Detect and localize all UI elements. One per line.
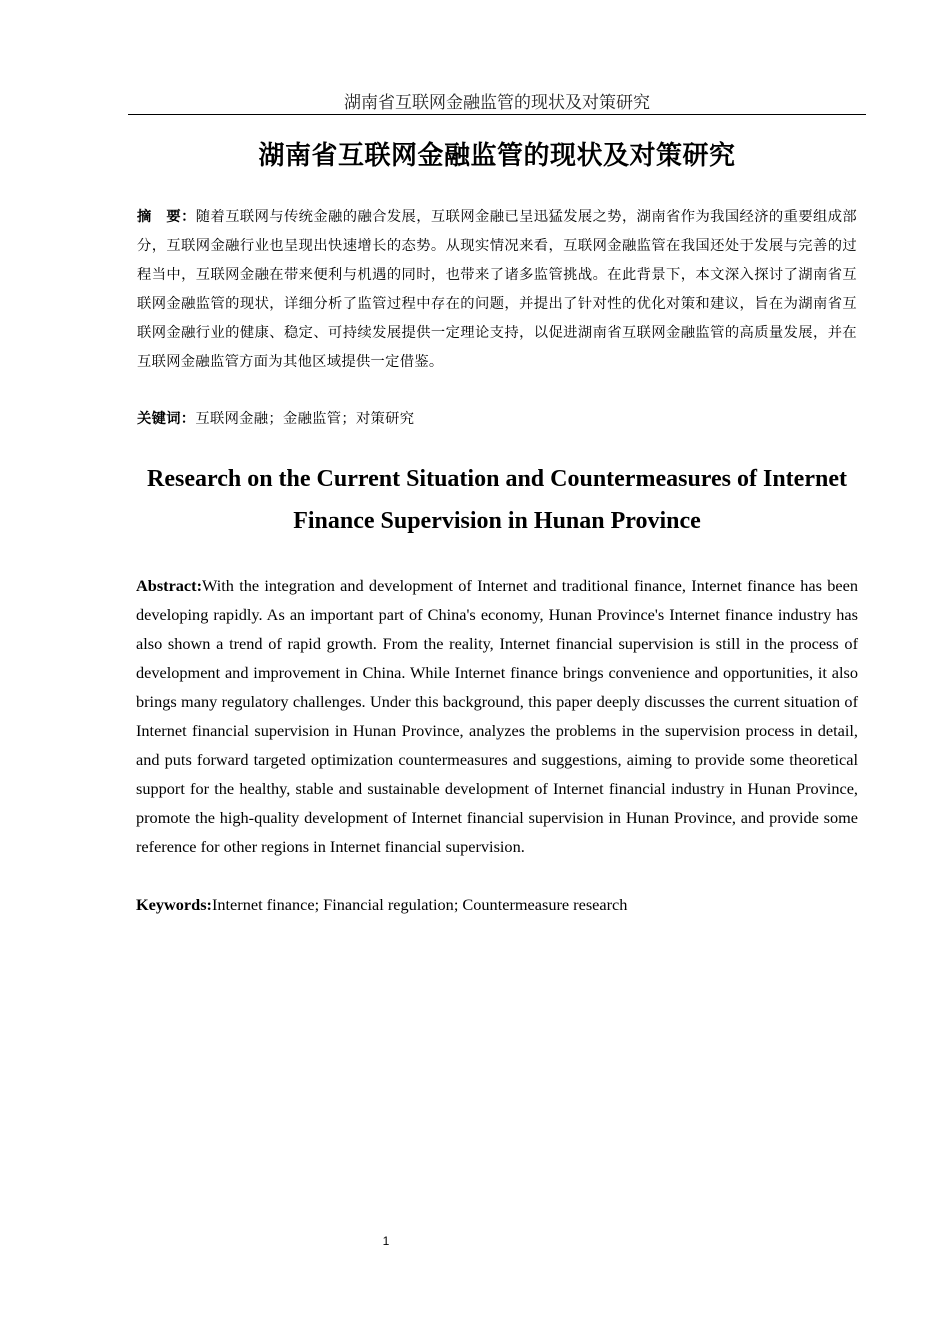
english-abstract-text: With the integration and development of Internet and traditional finance, Internet finance has been developing rapidly. As an important part of China's economy, Hunan Province's Internet finance industry has also shown a trend of rapid growth. From the reality, Internet financial supervision is still in the process of development and improvement in China. While Internet finance brings convenience and opportunities, it also brings many regulatory challenges. Under this background, this paper deeply discusses the current situation of Internet financial supervision in Hunan Province, analyzes the problems in the supervision process in detail, and puts forward targeted optimization countermeasures and suggestions, aiming to provide some theoretical support for the healthy, stable and sustainable development of Internet financial industry in Hunan Province, promote the high-quality development of Internet financial supervision in Hunan Province, and provide some reference for other regions in Internet financial supervision.: [136, 576, 858, 856]
english-abstract: [136, 571, 858, 861]
chinese-keywords-label: 关键词：: [137, 411, 196, 427]
chinese-abstract-text: 随着互联网与传统金融的融合发展，互联网金融已呈迅猛发展之势，湖南省作为我国经济的重要组成部分，互联网金融行业也呈现出快速增长的态势。从现实情况来看，互联网金融监管在我国还处于发展与完善的过程当中，互联网金融在带来便利与机遇的同时，也带来了诸多监管挑战。在此背景下，本文深入探讨了湖南省互联网金融监管的现状，详细分析了监管过程中存在的问题，并提出了针对性的优化对策和建议，旨在为湖南省互联网金融行业的健康、稳定、可持续发展提供一定理论支持，以促进湖南省互联网金融监管的高质量发展，并在互联网金融监管方面为其他区域提供一定借鉴。: [137, 209, 858, 370]
header-rule: [128, 114, 866, 115]
english-keywords-text: Internet finance; Financial regulation; Countermeasure research: [211, 895, 628, 914]
english-keywords-label: Keywords:: [136, 895, 212, 914]
chinese-title: 湖南省互联网金融监管的现状及对策研究: [258, 141, 736, 171]
chinese-abstract-label: 摘 要：: [137, 209, 196, 225]
chinese-abstract: [137, 203, 857, 377]
english-title: Research on the Current Situation and Countermeasures of Internet Finance Supervision in Hunan Province: [147, 466, 847, 534]
english-keywords: [136, 890, 858, 919]
running-header: 湖南省互联网金融监管的现状及对策研究: [344, 93, 650, 113]
english-abstract-label: Abstract:: [136, 576, 203, 595]
chinese-keywords: [137, 406, 857, 432]
chinese-keywords-text: 互联网金融；金融监管；对策研究: [195, 411, 415, 427]
page-number: 1: [382, 1234, 390, 1248]
